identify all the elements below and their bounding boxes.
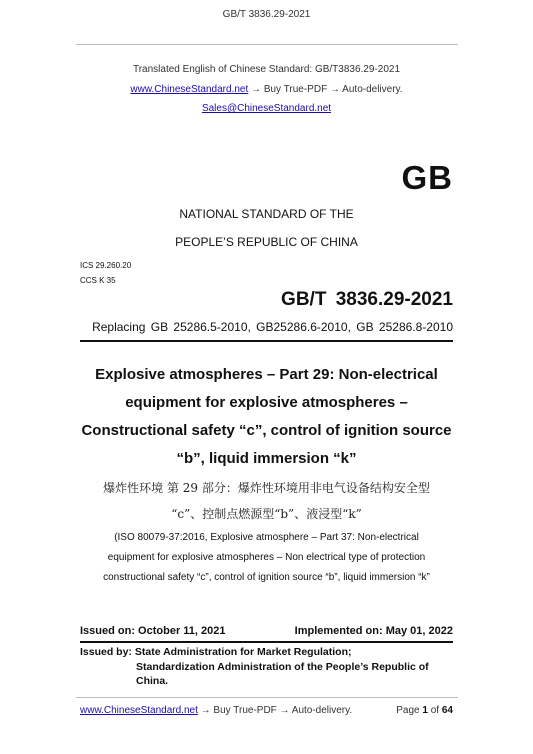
page-label: Page — [396, 705, 420, 716]
page-total: 64 — [441, 705, 453, 716]
iso-reference — [0, 528, 533, 588]
issued-by — [80, 645, 429, 689]
issued-on: Issued on: October 11, 2021 — [80, 625, 226, 637]
standard-number: GB/T 3836.29-2021 — [281, 289, 453, 310]
iso-line: equipment for explosive atmospheres – Non electrical type of protection — [107, 552, 426, 563]
site-link[interactable]: www.ChineseStandard.net — [130, 84, 249, 95]
gb-logo: GB — [401, 159, 453, 196]
chinese-title-line: 爆炸性环境 第 29 部分：爆炸性环境用非电气设备结构安全型 — [103, 481, 430, 495]
national-standard-line2: PEOPLE’S REPUBLIC OF CHINA — [175, 235, 358, 249]
promo-line — [0, 84, 533, 95]
footer-promo — [80, 705, 352, 716]
ics-code: ICS 29.260.20 — [80, 261, 132, 270]
national-standard-line1: NATIONAL STANDARD OF THE — [179, 207, 354, 221]
title-divider — [80, 340, 453, 342]
title-line: equipment for explosive atmospheres – — [125, 394, 408, 411]
implemented-on: Implemented on: May 01, 2022 — [294, 625, 453, 637]
iso-line: (ISO 80079-37:2016, Explosive atmosphere – Part 37: Non-electrical — [114, 532, 419, 543]
title-line: Constructional safety “c”, control of ignition source — [81, 422, 452, 439]
translation-note: Translated English of Chinese Standard: GB/T3836.29-2021 — [132, 64, 401, 75]
english-title — [0, 361, 533, 473]
issued-by-agency: State Administration for Market Regulation; — [134, 646, 352, 658]
buy-text: → Buy True-PDF → Auto-delivery. — [251, 84, 403, 95]
email-link[interactable]: Sales@ChineseStandard.net — [201, 103, 332, 114]
title-line: Explosive atmospheres – Part 29: Non-electrical — [95, 366, 438, 383]
footer-buy-text: → Buy True-PDF → Auto-delivery. — [200, 705, 353, 716]
title-line: “b”, liquid immersion “k” — [176, 450, 357, 467]
running-header: GB/T 3836.29-2021 — [222, 9, 311, 20]
dates-divider — [80, 641, 453, 643]
email-line — [0, 103, 533, 114]
footer-site-link[interactable]: www.ChineseStandard.net — [80, 705, 198, 716]
issued-by-first — [80, 645, 429, 660]
issued-by-agency: Standardization Administration of the People’s Republic of — [136, 660, 429, 673]
header-divider — [76, 44, 458, 45]
issued-by-label: Issued by: — [80, 646, 132, 658]
ccs-code: CCS K 35 — [80, 276, 116, 285]
iso-line: constructional safety “c”, control of ignition source “b”, liquid immersion “k” — [103, 572, 430, 583]
replacing-note: Replacing GB 25286.5-2010, GB25286.6-2010, GB 25286.8-2010 — [92, 320, 453, 334]
footer-divider — [76, 697, 458, 698]
page-current: 1 — [422, 705, 428, 716]
page-indicator — [396, 705, 453, 716]
chinese-title-line: “c”、控制点燃源型“b”、液浸型“k” — [171, 507, 362, 521]
issued-by-agency: China. — [136, 675, 169, 687]
page-of: of — [430, 705, 440, 716]
chinese-title — [0, 475, 533, 527]
